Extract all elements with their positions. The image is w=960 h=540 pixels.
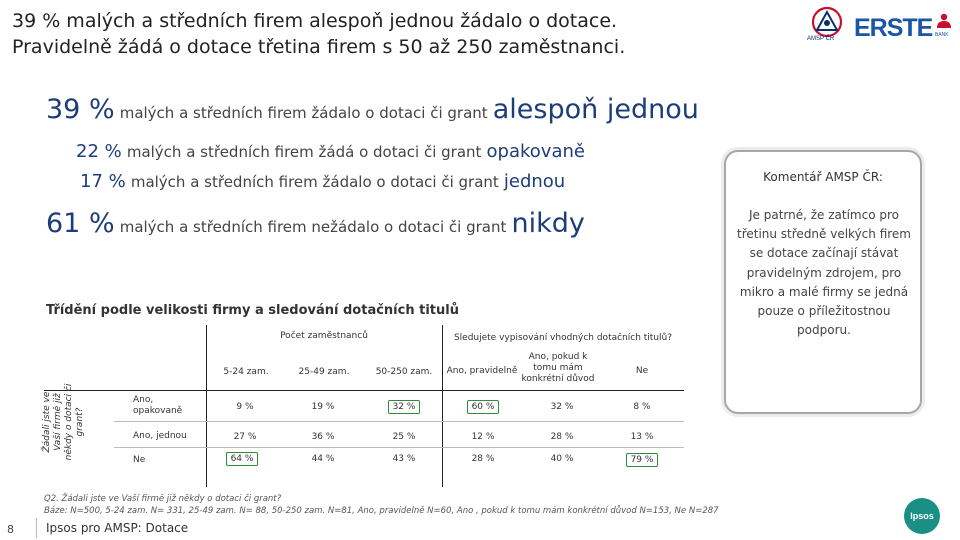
page-title [12,8,772,60]
col-header: Ne [635,366,649,376]
table-cell: 32 % [550,402,574,412]
table-cell: 40 % [550,454,574,464]
col-header: 25-49 zam. [298,367,350,377]
table-cell: 44 % [311,454,335,464]
stat-pct: 17 % [80,171,126,192]
stat-text: malých a středních firem žádalo o dotaci či grant [130,173,499,191]
stat-text: malých a středních firem žádá o dotaci či grant [126,143,482,161]
stat-never [46,208,585,239]
table-cell: 28 % [471,454,495,464]
stat-repeatedly [76,141,585,162]
question-note: Q2. Žádali jste ve Vaší firmě již někdy o dotaci či grant? [44,494,282,504]
group-header-employees: Počet zaměstnanců [280,331,368,341]
erste-bank-text: BANK [935,32,949,38]
table-cell: 27 % [233,432,257,442]
title-line-1: 39 % malých a středních firem alespoň jednou žádalo o dotace. [12,10,618,32]
group-header-tracking: Sledujete vypisování vhodných dotačních titulů? [453,333,673,343]
highlight-value: 32 % [388,400,421,414]
table-cell [607,453,677,467]
stat-keyword: nikdy [511,208,585,239]
col-header: 50-250 zam. [375,367,433,377]
stat-keyword: jednou [503,171,566,192]
highlight-value: 60 % [467,400,500,414]
col-header: Ano, pravidelně [446,366,518,376]
table-cell: 28 % [550,432,574,442]
highlight-value: 79 % [626,453,659,467]
row-divider [114,421,684,422]
table-cell: 36 % [311,432,335,442]
table-cell [369,400,439,414]
row-label: Ne [133,455,146,465]
stat-keyword: opakovaně [486,141,585,162]
stat-keyword: alespoň jednou [492,94,699,125]
table-cell: 12 % [471,432,495,442]
page-number: 8 [7,523,14,536]
table-cell: 43 % [392,454,416,464]
question-vertical-label: Žádali jste ve Vaší firmě již někdy o dotaci či grant? [42,383,85,461]
footer-text: Ipsos pro AMSP: Dotace [46,521,189,535]
col-header: Ano, pokud k tomu mám konkrétní důvod [521,352,595,384]
table-cell: 19 % [311,402,335,412]
title-line-2: Pravidelně žádá o dotace třetina firem s 50 až 250 zaměstnanci. [12,36,626,58]
base-note: Báze: N=500, 5-24 zam. N= 331, 25-49 zam. N= 88, 50-250 zam. N=81, Ano, pravidelně N=60, Ano , pokud k tomu mám konkrétní důvod N=153, Ne N=287 [44,506,719,516]
comment-body: Je patrné, že zatímco pro třetinu středně velkých firem se dotace začínají stávat pravidelným zdrojem, pro mikro a malé firmy se jedná pouze o příležitostnou podporu. [736,208,911,338]
highlight-value: 64 % [226,452,259,466]
header-divider [44,390,684,391]
erste-logo-text: ERSTE [854,14,933,42]
row-divider [114,447,684,448]
stat-at-least-once [46,94,699,125]
section-title: Třídění podle velikosti firmy a sledování dotačních titulů [46,303,459,318]
table-cell: 9 % [236,402,254,412]
column-divider [442,325,443,487]
stat-pct: 22 % [76,141,122,162]
row-label: Ano, opakovaně [133,395,183,416]
stat-pct: 39 % [46,94,115,125]
table-cell: 25 % [392,432,416,442]
stat-once [80,171,565,192]
table-cell: 8 % [633,402,651,412]
stat-pct: 61 % [46,208,115,239]
ipsos-logo-icon: Ipsos [904,498,940,534]
table-cell [207,452,277,466]
table-cell [448,400,518,414]
footer-divider [36,518,37,538]
table-cell: 13 % [630,432,654,442]
stat-text: malých a středních firem žádalo o dotaci či grant [119,104,488,122]
col-header: 5-24 zam. [223,367,269,377]
amsp-logo-text: AMSP ČR [807,36,835,42]
comment-title: Komentář AMSP ČR: [763,170,883,184]
erste-s-icon [935,12,953,30]
stat-text: malých a středních firem nežádalo o dotaci či grant [119,218,507,236]
row-label: Ano, jednou [133,431,187,441]
